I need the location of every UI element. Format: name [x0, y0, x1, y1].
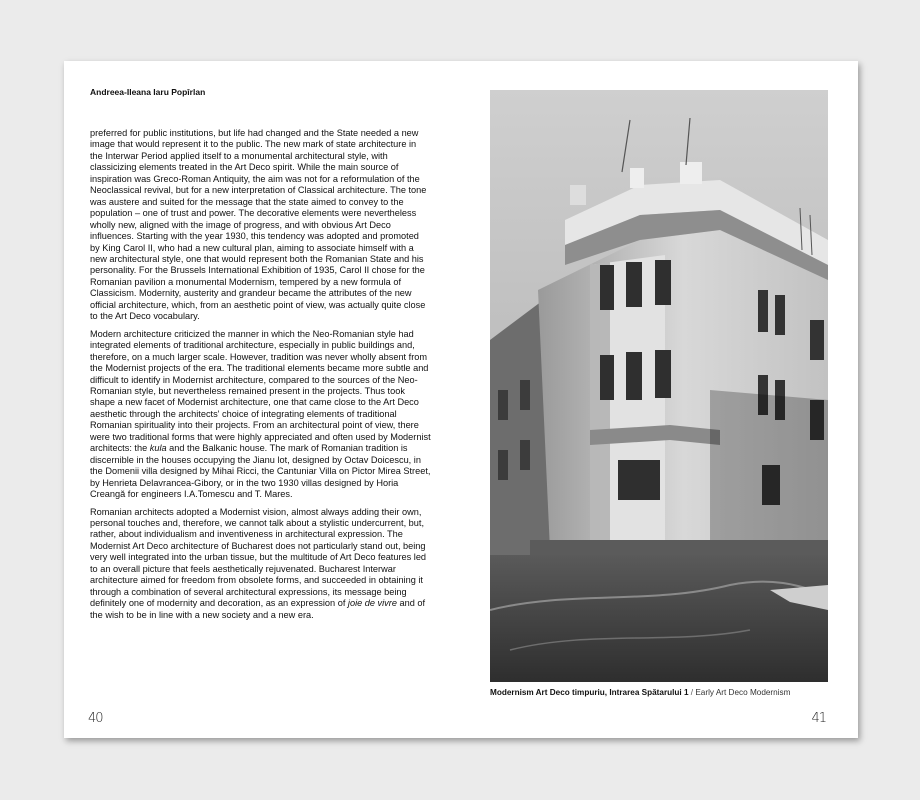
body-text: [90, 128, 431, 627]
paragraph-1: preferred for public institutions, but life had changed and the State needed a new image that would represent it to the public. The new mark of state architecture in the Interwar Period applied itself to a monumental architectural style, with classicizing elements treated in the Art Deco spirit. While the main source of inspiration was Greco-Roman Antiquity, the aim was not for a reformulation of the Neoclassical revival, but for a new interpretation of Classical architecture. The tone was austere and suited for the message that the state aimed to convey to the population – one of trust and power. The decorative elements were nevertheless wholly new, aligned with the image of progress, and with obvious Art Deco influences. Starting with the year 1930, this tendency was adopted and promoted by King Carol II, who had a new cultural plan, aiming to associate himself with a new architectural style, one that would represent both the Romanian State and his personality. For the Brussels International Exhibition of 1935, Carol II chose for the Romanian pavilion a monumental Modernism, tempered by a new formula of Classicism. Modernity, austerity and grandeur became the attributes of the new official architecture, which, from an aesthetic point of view, was actually quite close to the Art Deco vocabulary.: [90, 128, 427, 322]
paragraph-2: [90, 329, 431, 501]
caption-romanian: Modernism Art Deco timpuriu, Intrarea Spătarului 1: [490, 688, 689, 697]
building-photo-graphic: [490, 90, 828, 682]
photo-caption: [490, 688, 850, 697]
paragraph-2-text-a: Modern architecture criticized the manner in which the Neo-Romanian style had integrated elements of traditional architecture, especially in public buildings and, therefore, on a much larger scale. However, tradition was never wholly absent from the Modernist projects of the era. The traditional elements became more subtle and difficult to identify in Modernist architecture, compared to the sources of the Neo-Romanian style, but nevertheless remained present in the projects. Thus took shape a new facet of Modernist architecture, one that came close to the Art Deco aesthetic through the architects' choice of integrating elements of traditional Romanian spirituality into their projects. From an architectural point of view, there were two traditional forms that were highly appreciated and often used by Modernist architects: the: [90, 328, 431, 454]
caption-separator: /: [688, 688, 696, 697]
paragraph-3-text-b: and of the wish to be in line with a new society and a new era.: [90, 598, 426, 620]
author-name: Andreea-Ileana Iaru Popîrlan: [90, 87, 206, 97]
paragraph-2-kula: kula: [149, 443, 167, 454]
paragraph-3-italic: joie de vivre: [347, 598, 397, 609]
book-spread: [64, 61, 858, 738]
page-number-right: 41: [811, 711, 826, 726]
caption-english: Early Art Deco Modernism: [695, 688, 791, 697]
paragraph-3: [90, 507, 431, 622]
page-number-left: 40: [88, 711, 103, 726]
building-photo: [490, 90, 828, 682]
paragraph-3-text-a: Romanian architects adopted a Modernist vision, almost always adding their own, personal touches and, therefore, we cannot talk about a stylistic undercurrent, but, rather, about individualism and inventiveness in architectural expression. The Modernist Art Deco architecture of Bucharest does not particularly stand out, being very well integrated into the urban tissue, but the multitude of Art Deco features led to an overall picture that feels aesthetically rejuvenated. Bucharest Interwar architecture aimed for freedom from obsolete forms, and succeeded in obtaining it through a combination of several architectural expressions, its message being definitely one of modernity and decoration, as an expression of: [90, 506, 427, 609]
paragraph-2-text-b: and the Balkanic house. The mark of Romanian tradition is discernible in the houses occupying the Jianu lot, designed by Octav Doicescu, in the Domenii villa designed by Mihai Ricci, the Cantuniar Villa on Pictor Mirea Street, by Henrieta Delavrancea-Gibory, or in the two 1930 villas designed by Horia Creangă for engineers I.A.Tomescu and T. Mares.: [90, 443, 431, 500]
